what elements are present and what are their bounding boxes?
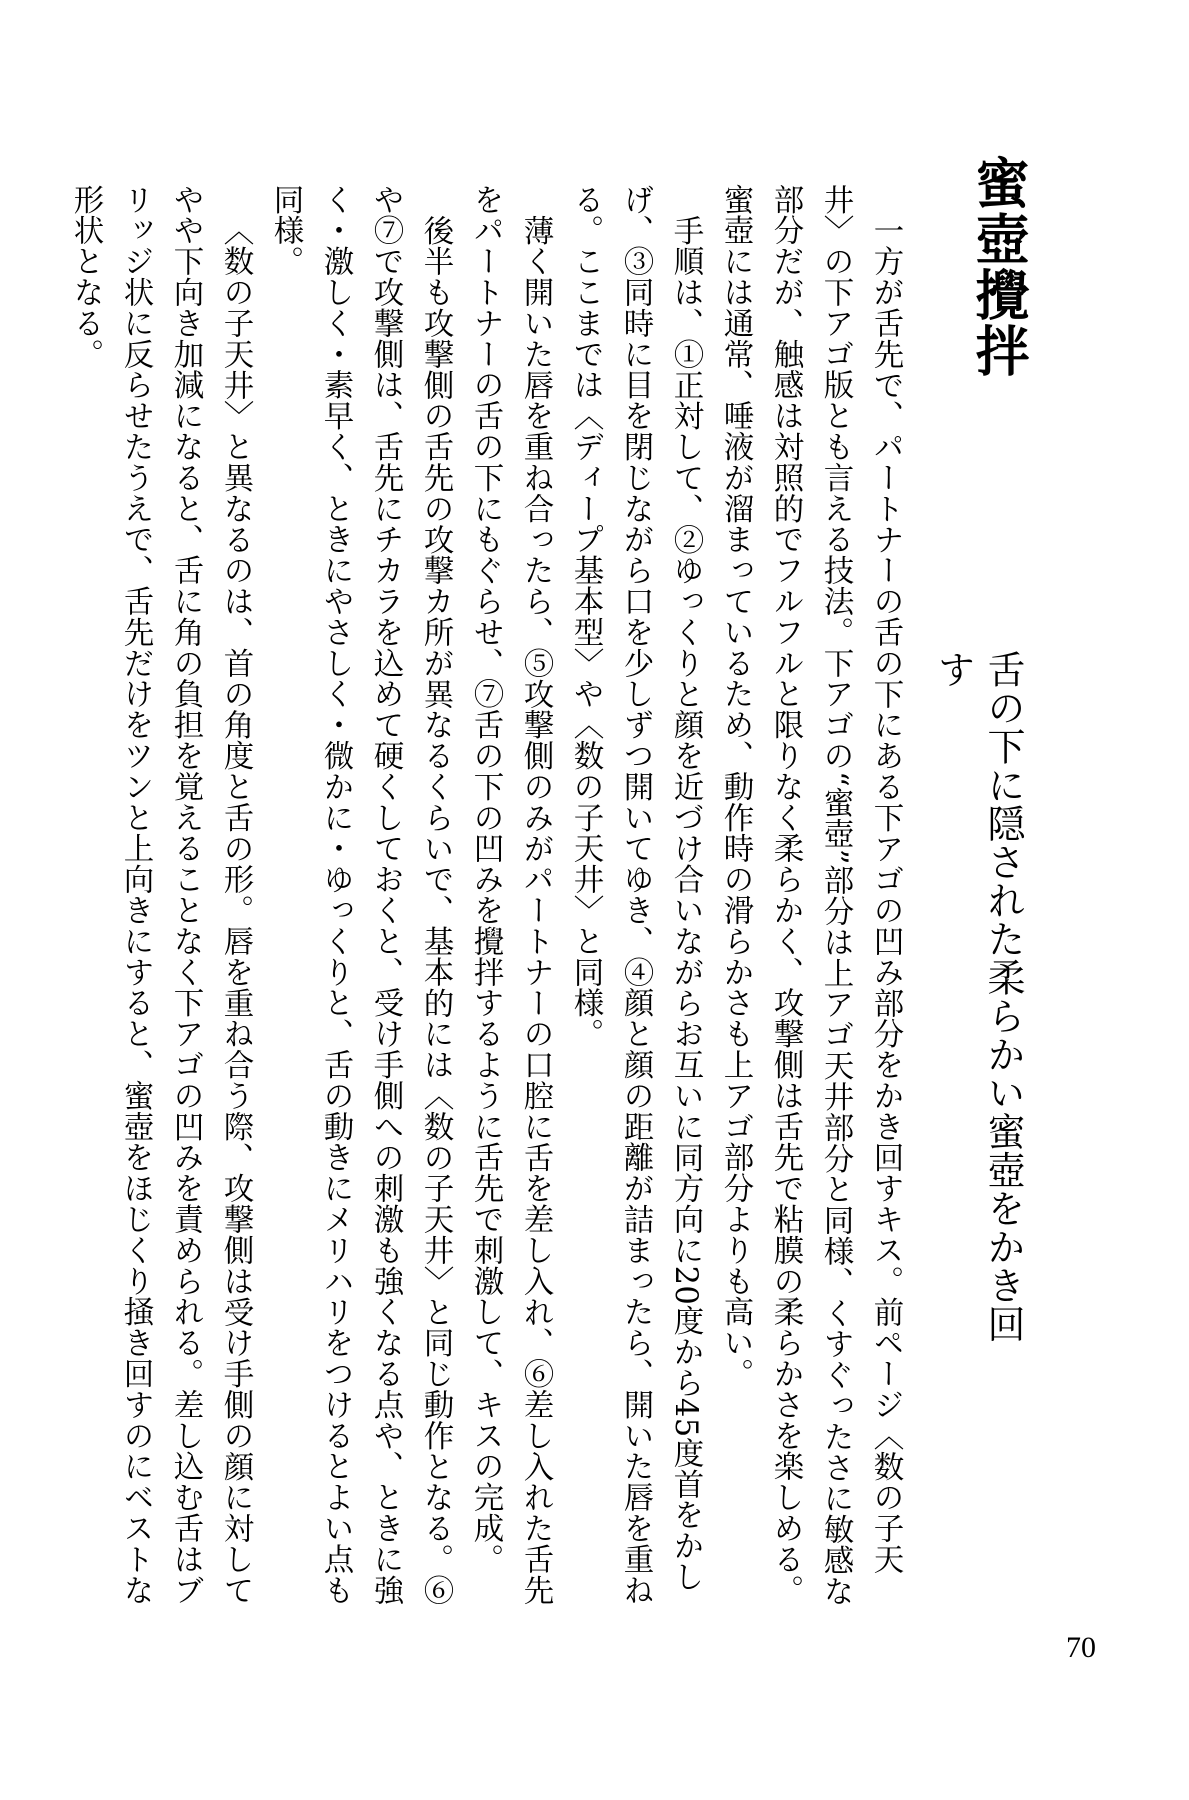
page-title: 蜜壺攪拌 [967, 155, 1031, 379]
paragraph: 後半も攻撃側の舌先の攻撃カ所が異なるくらいで、基本的には〈数の子天井〉と同じ動作となる。⑥や⑦で攻撃側は、舌先にチカラを込めて硬くしておくと、受け手側への刺激も強くなる点や、ときに強く・激しく・素早く、ときにやさしく・微かに・ゆっくりと、舌の動きにメリハリをつけるとよい点も同様。 [268, 184, 453, 1606]
paragraph: 手順は、①正対して、②ゆっくりと顔を近づけ合いながらお互いに同方向に20度から45度首をかしげ、③同時に目を閉じながら口を少しずつ開いてゆき、④顔と顔の距離が詰まったら、開いた唇を重ねる。ここまでは〈ディープ基本型〉や〈数の子天井〉と同様。 [568, 184, 703, 1606]
page-number: 70 [1066, 1631, 1096, 1664]
paragraph: 薄く開いた唇を重ね合ったら、⑤攻撃側のみがパートナーの口腔に舌を差し入れ、⑥差し入れた舌先をパートナーの舌の下にもぐらせ、⑦舌の下の凹みを攪拌するように舌先で刺激して、キスの完成。 [468, 184, 553, 1605]
page-subtitle: 舌の下に隠された柔らかい蜜壺をかき回す [931, 650, 1025, 1343]
paragraph: 〈数の子天井〉と異なるのは、首の角度と舌の形。唇を重ね合う際、攻撃側は受け手側の顔に対してやや下向き加減になると、舌に角の負担を覚えることなく下アゴの凹みを責められる。差し込む舌はブリッジ状に反らせたうえで、舌先だけをツンと上向きにすると、蜜壺をほじくり掻き回すのにベストな形状となる。 [68, 184, 253, 1606]
paragraph: 一方が舌先で、パートナーの舌の下にある下アゴの凹み部分をかき回すキス。前ページ〈数の子天井〉の下アゴ版とも言える技法。下アゴの“蜜壺”部分は上アゴ天井部分と同様、くすぐったさに敏感な部分だが、触感は対照的でフルフルと限りなく柔らかく、攻撃側は舌先で粘膜の柔らかさを楽しめる。蜜壺には通常、唾液が溜まっているため、動作時の滑らかさも上アゴ部分よりも高い。 [718, 184, 903, 1607]
body-text [68, 184, 910, 1614]
